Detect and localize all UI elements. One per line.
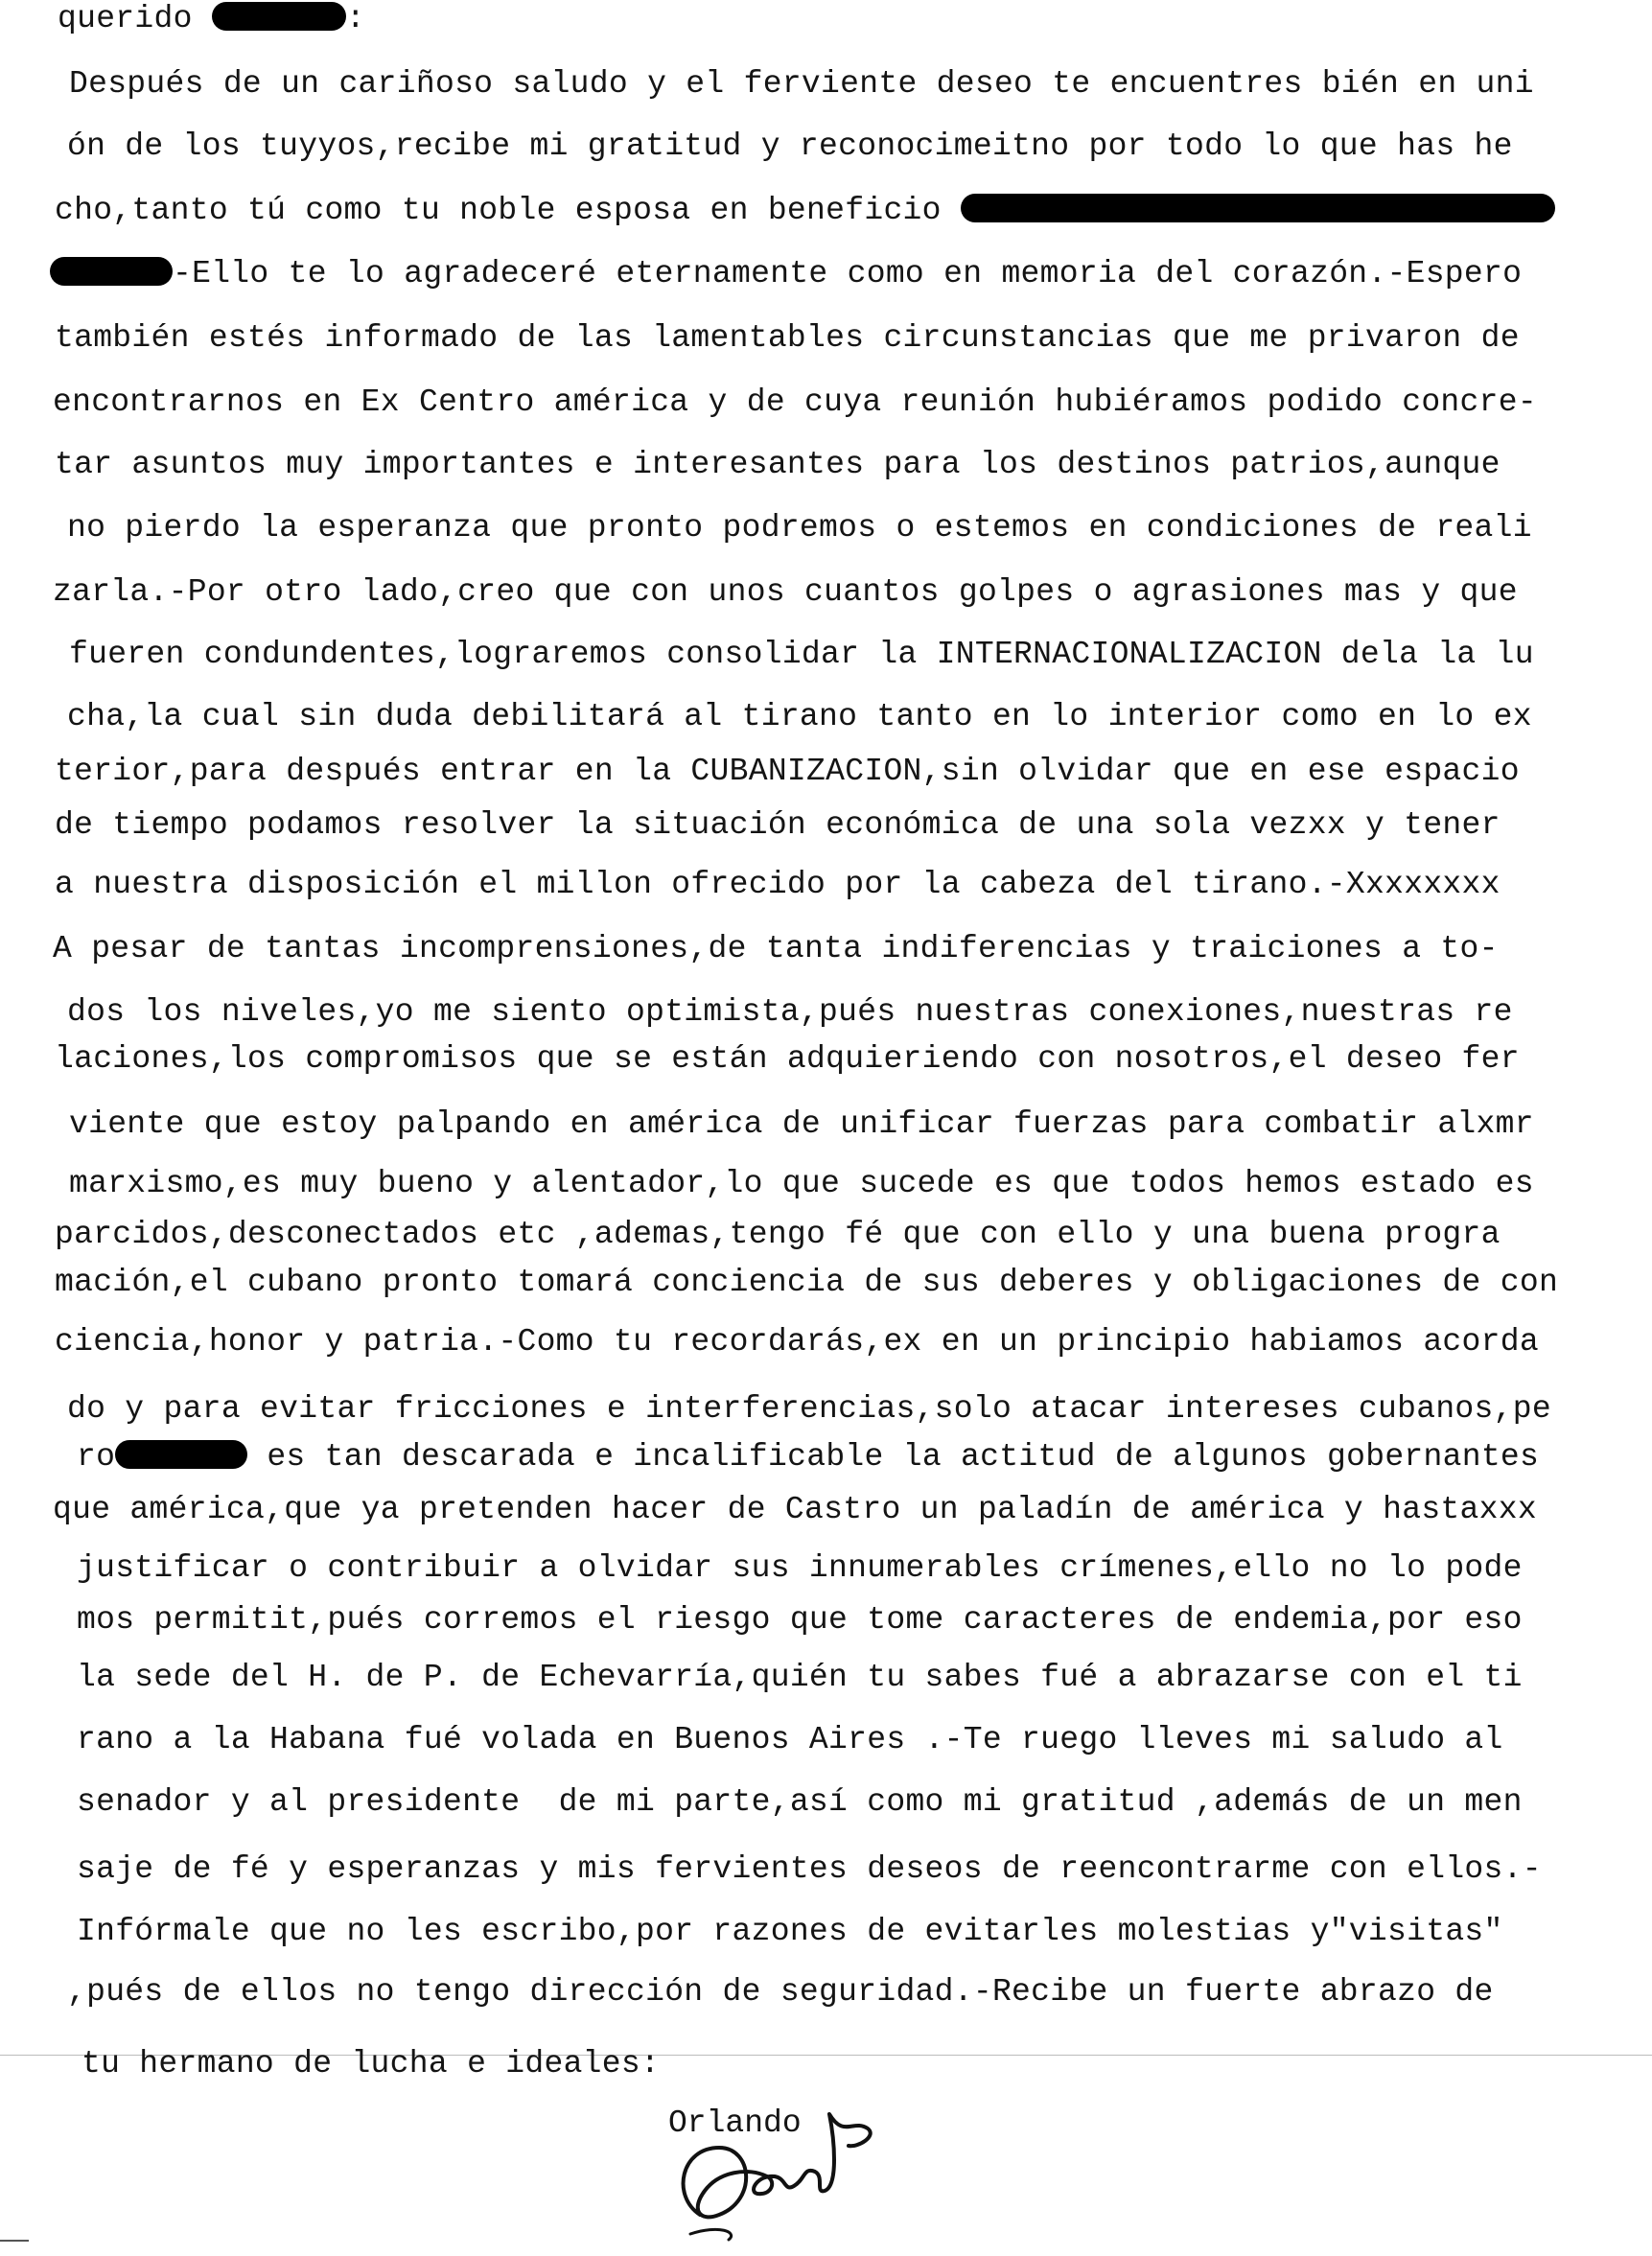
letter-line: marxismo,es muy bueno y alentador,lo que sucede es que todos hemos estado es (69, 1166, 1534, 1201)
letter-line: Infórmale que no les escribo,por razones de evitarles molestias y"visitas" (77, 1914, 1503, 1949)
letter-line-text: cho,tanto tú como tu noble esposa en beneficio (55, 193, 942, 228)
letter-line: A pesar de tantas incomprensiones,de tanta indiferencias y traiciones a to- (53, 931, 1499, 966)
greeting-line (58, 0, 365, 38)
handwritten-signature (662, 2081, 892, 2244)
letter-line: ón de los tuyyos,recibe mi gratitud y reconocimeitno por todo lo que has he (67, 128, 1513, 164)
redaction-bar (212, 2, 346, 31)
letter-line: cha,la cual sin duda debilitará al tirano tanto en lo interior como en lo ex (67, 699, 1532, 734)
redaction-bar (961, 194, 1555, 222)
redaction-bar (115, 1440, 247, 1469)
letter-line: zarla.-Por otro lado,creo que con unos cuantos golpes o agrasiones mas y que (53, 574, 1518, 610)
letter-line: la sede del H. de P. de Echevarría,quién tu sabes fué a abrazarse con el ti (77, 1660, 1523, 1695)
letter-line: de tiempo podamos resolver la situación económica de una sola vezxx y tener (55, 807, 1501, 843)
letter-line: mación,el cubano pronto tomará conciencia de sus deberes y obligaciones de con (55, 1265, 1559, 1300)
letter-line (50, 255, 1522, 293)
letter-line: senador y al presidente de mi parte,así como mi gratitud ,además de un men (77, 1784, 1523, 1820)
letter-line-text: -Ello te lo agradeceré eternamente como en memoria del corazón.-Espero (173, 256, 1523, 291)
letter-line: rano a la Habana fué volada en Buenos Aires .-Te ruego lleves mi saludo al (77, 1722, 1503, 1757)
letter-line: a nuestra disposición el millon ofrecido por la cabeza del tirano.-Xxxxxxxx (55, 867, 1501, 902)
letter-line-text: es tan descarada e incalificable la actitud de algunos gobernantes (267, 1439, 1540, 1475)
letter-line: viente que estoy palpando en américa de unificar fuerzas para combatir alxmr (69, 1106, 1534, 1142)
letter-line: do y para evitar fricciones e interferencias,solo atacar intereses cubanos,pe (67, 1391, 1551, 1427)
letter-line: laciones,los compromisos que se están adquieriendo con nosotros,el deseo fer (55, 1041, 1520, 1077)
letter-line: ciencia,honor y patria.-Como tu recordarás,ex en un principio habiamos acorda (55, 1324, 1539, 1360)
letter-line: saje de fé y esperanzas y mis fervientes deseos de reencontrarme con ellos.- (77, 1851, 1542, 1887)
letter-line: encontrarnos en Ex Centro américa y de cuya reunión hubiéramos podido concre- (53, 384, 1537, 420)
letter-line: justificar o contribuir a olvidar sus innumerables crímenes,ello no lo pode (77, 1550, 1523, 1586)
signature-typed-name: Orlando (668, 2105, 802, 2141)
greeting-text: querido (58, 1, 193, 36)
closing-line: tu hermano de lucha e ideales: (81, 2046, 661, 2082)
letter-line (77, 1438, 1539, 1477)
letter-line-text: ro (77, 1439, 116, 1475)
greeting-suffix: : (345, 1, 365, 36)
letter-line: también estés informado de las lamentables circunstancias que me privaron de (55, 320, 1520, 356)
letter-line: que américa,que ya pretenden hacer de Castro un paladín de américa y hastaxxx (53, 1492, 1537, 1527)
letter-line: dos los niveles,yo me siento optimista,pués nuestras conexiones,nuestras re (67, 994, 1513, 1030)
letter-line: mos permitit,pués corremos el riesgo que tome caracteres de endemia,por eso (77, 1602, 1523, 1638)
letter-line: fueren condundentes,lograremos consolidar la INTERNACIONALIZACION dela la lu (69, 637, 1534, 672)
redaction-bar (50, 257, 173, 286)
letter-line: no pierdo la esperanza que pronto podremos o estemos en condiciones de reali (67, 510, 1532, 546)
letter-line: parcidos,desconectados etc ,ademas,tengo fé que con ello y una buena progra (55, 1217, 1501, 1252)
letter-line: tar asuntos muy importantes e interesantes para los destinos patrios,aunque (55, 447, 1501, 482)
letter-line: ,pués de ellos no tengo dirección de seguridad.-Recibe un fuerte abrazo de (67, 1974, 1494, 2010)
letter-line: Después de un cariñoso saludo y el ferviente deseo te encuentres bién en uni (69, 66, 1534, 102)
page-edge-mark (0, 2240, 29, 2242)
letter-line: terior,para después entrar en la CUBANIZACION,sin olvidar que en ese espacio (55, 754, 1520, 789)
letter-line (55, 192, 1555, 230)
